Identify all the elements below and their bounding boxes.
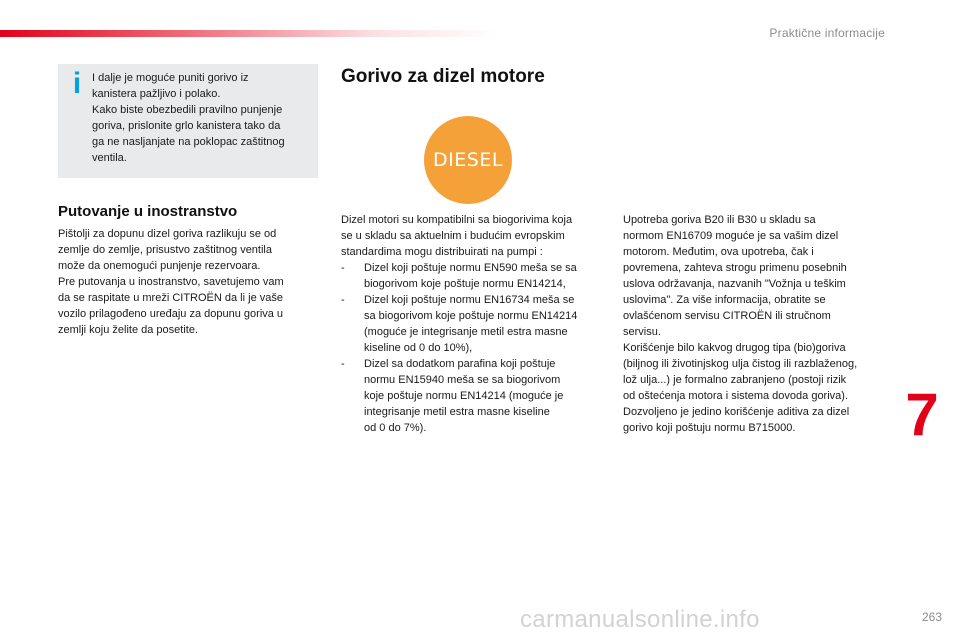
list-item-line: (moguće je integrisanje metil estra masne	[364, 326, 568, 338]
page-title: Gorivo za dizel motore	[341, 66, 545, 87]
diesel-intro-paragraph	[341, 212, 606, 260]
travel-paragraph	[58, 226, 320, 338]
right-text-line: uslova održavanja, nazvanih "Vožnja u teškim	[623, 278, 846, 290]
list-item-line: Dizel sa dodatkom parafina koji poštuje	[364, 358, 556, 370]
right-text-line: servisu.	[623, 326, 661, 338]
bullet-dash: -	[341, 262, 345, 274]
travel-text-line: da se raspitate u mreži CITROËN da li je vaše	[58, 292, 283, 304]
info-box	[58, 64, 318, 178]
list-item-line: normu EN15940 meša se sa biogorivom	[364, 374, 561, 386]
right-text-line: gorivo koji poštuju normu B715000.	[623, 422, 796, 434]
right-text-line: (biljnog ili životinjskog ulja čistog ili razblaženog,	[623, 358, 858, 370]
list-item	[341, 292, 606, 356]
intro-text-line: Dizel motori su kompatibilni sa biogorivima koja	[341, 214, 573, 226]
biofuel-usage-paragraph	[623, 212, 885, 436]
info-text-line: I dalje je moguće puniti gorivo iz	[92, 72, 249, 84]
page-number: 263	[921, 610, 942, 624]
travel-text-line: zemlji koju želite da posetite.	[58, 324, 199, 336]
intro-text-line: se u skladu sa aktuelnim i budućim evropskim	[341, 230, 565, 242]
right-text-line: motorom. Međutim, ova upotreba, čak i	[623, 246, 814, 258]
list-item-line: koje poštuje normu EN14214 (moguće je	[364, 390, 564, 402]
right-text-line: normom EN16709 moguće je sa vašim dizel	[623, 230, 839, 242]
watermark: carmanualsonline.info	[520, 606, 760, 633]
travel-text-line: Pištolji za dopunu dizel goriva razlikuju se od	[58, 228, 277, 240]
travel-text-line: Pre putovanja u inostranstvo, savetujemo vam	[58, 276, 284, 288]
diesel-compatibility-column	[341, 212, 606, 436]
right-text-line: Upotreba goriva B20 ili B30 u skladu sa	[623, 214, 816, 226]
intro-text-line: standardima mogu distribuirati na pumpi :	[341, 246, 543, 258]
diesel-badge-label: DIESEL	[433, 149, 503, 171]
list-item-line: kiseline od 0 do 10%),	[364, 342, 473, 354]
bullet-dash: -	[341, 358, 345, 370]
right-text-line: lož ulja...) je formalno zabranjeno (postoji rizik	[623, 374, 847, 386]
travel-text-line: može da onemogući punjenje rezervoara.	[58, 260, 261, 272]
list-item-line: integrisanje metil estra masne kiseline	[364, 406, 550, 418]
list-item-line: biogorivom koje poštuje normu EN14214,	[364, 278, 566, 290]
list-item-line: sa biogorivom koje poštuje normu EN14214	[364, 310, 578, 322]
right-text-line: ovlašćenom servisu CITROËN ili stručnom	[623, 310, 831, 322]
list-item-line: Dizel koji poštuje normu EN16734 meša se	[364, 294, 575, 306]
right-text-line: uslovima". Za više informacija, obratite se	[623, 294, 826, 306]
list-item-line: Dizel koji poštuje normu EN590 meša se sa	[364, 262, 577, 274]
travel-text-line: zemlje do zemlje, prisustvo zaštitnog ventila	[58, 244, 272, 256]
info-text-line: Kako biste obezbedili pravilno punjenje	[92, 104, 283, 116]
fuel-standards-list	[341, 260, 606, 436]
right-text-line: od oštećenja motora i sistema dovoda goriva).	[623, 390, 849, 402]
info-text	[92, 70, 314, 166]
travel-heading: Putovanje u inostranstvo	[58, 203, 238, 220]
info-text-line: ga ne nasljanjate na poklopac zaštitnog	[92, 136, 285, 148]
info-text-line: goriva, prislonite grlo kanistera tako da	[92, 120, 281, 132]
bullet-dash: -	[341, 294, 345, 306]
header-accent-bar	[0, 30, 500, 37]
info-text-line: kanistera pažljivo i polako.	[92, 88, 221, 100]
right-text-line: povremena, zahteva strogu primenu posebnih	[623, 262, 847, 274]
right-text-line: Dozvoljeno je jedino korišćenje aditiva za dizel	[623, 406, 850, 418]
info-text-line: ventila.	[92, 152, 127, 164]
diesel-badge-icon	[424, 116, 512, 204]
section-title: Praktične informacije	[769, 26, 885, 40]
travel-text-line: vozilo prilagođeno uređaju za dopunu goriva u	[58, 308, 284, 320]
right-text-line: Korišćenje bilo kakvog drugog tipa (bio)goriva	[623, 342, 846, 354]
chapter-number: 7	[905, 381, 939, 448]
list-item	[341, 356, 606, 436]
list-item	[341, 260, 606, 292]
info-icon: i	[72, 67, 82, 100]
list-item-line: od 0 do 7%).	[364, 422, 427, 434]
